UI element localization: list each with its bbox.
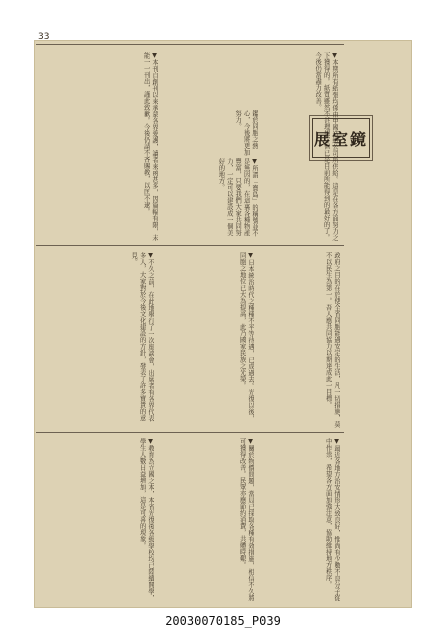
section-title-text: 展室鏡	[313, 129, 368, 149]
text-column: ▼本刊自創刊以來承蒙各界愛護，讀者來函甚多，因篇幅有限，未能一一刊出，謹此致歉。今後仍請不吝賜教，以匡不逮。	[142, 52, 158, 242]
text-column: ▼教育為立國之本，本省光復後各級學校均已陸續開學，學生人數日益增加，這是可喜的現象。	[138, 438, 154, 602]
text-column: ▼不久之前，在此地舉行了一次座談會，出席者有各界代表多人，大家對於今後文化建設的方針，發表了許多寶貴的意見。	[130, 252, 154, 422]
text-column: ▼最近各地方治安情形大致良好，惟尚有少數不良分子從中作祟，希望各方面加強注意，協助維持地方秩序。	[324, 438, 340, 602]
text-column: 政府之目的在於使全省同胞能過安定的生活，凡一切措施，莫不以民生為第一。吾人應共同協力以期達成此一目標。	[324, 252, 340, 428]
header-rule	[36, 44, 344, 45]
page-number: 33	[38, 32, 50, 42]
text-column: ▼本期所有紙張均係由中國造紙公司所供給。這是在各方面努力之下獲得的。紙質雖然不甚理想，但已是目前所能得到的最好的了。今後仍當盡力改善。	[314, 52, 338, 242]
text-column: ▼所謂「寶島」的稱號並不是無因的，在這裏各種物產豐富，只要我們大家共同努力，一定可以建設成一個美好的地方。	[217, 158, 258, 237]
section-divider	[36, 432, 344, 433]
image-caption: 20030070185_P039	[165, 614, 281, 628]
text-column: ▼日本統治時代之種種不平等待遇，已成過去。光復以後，同胞之地位已大為提高，此乃國家民族之光榮。	[238, 252, 254, 422]
section-divider	[36, 245, 344, 246]
text-column: ▼關於物價問題，當局已採取各種有效措施，相信不久將可獲得改善。民眾亦應節約消費，共體時艱。	[238, 438, 254, 602]
text-column: 鑑於同胞之熱心，今後將更加努力。	[234, 110, 258, 156]
